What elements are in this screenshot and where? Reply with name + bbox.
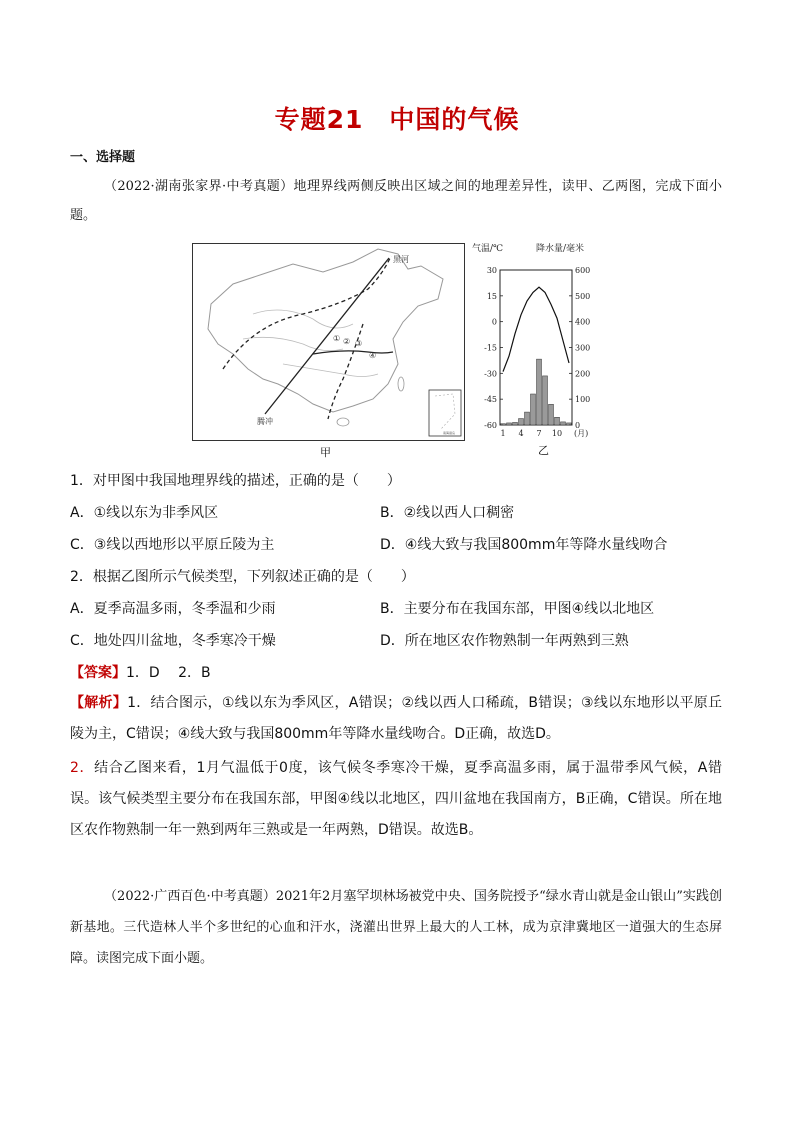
right-tick-label: 0 xyxy=(575,421,581,430)
precipitation-bar xyxy=(525,412,530,425)
q1-option-a[interactable]: A．①线以东为非季风区 xyxy=(70,505,219,521)
explanation-2-text: 结合乙图来看，1月气温低于0度，该气候冬季寒冷干燥，夏季高温多雨，属于温带季风气候，A错误。该气候类型主要分布在我国东部，甲图④线以北地区，四川盆地在我国南方，B正确，C错误。所在地区农作物熟制一年一熟到两年三熟或是一年两熟，D错误。故选B。 xyxy=(70,760,722,838)
x-tick-label: 10 xyxy=(551,429,563,438)
explanation-1 xyxy=(70,688,722,750)
section-title: 一、选择题 xyxy=(70,150,136,165)
south-sea-inset xyxy=(429,390,461,436)
left-tick-label: 30 xyxy=(486,266,497,275)
precipitation-bar xyxy=(507,423,512,425)
explanation-1-text: 1．结合图示，①线以东为季风区，A错误；②线以西人口稀疏，B错误；③线以东地形以平原丘陵为主，C错误；④线大致与我国800mm年等降水量线吻合。D正确，故选D。 xyxy=(70,695,723,742)
question-2-stem: 2．根据乙图所示气候类型，下列叙述正确的是（ ） xyxy=(70,569,415,585)
x-tick-label: 1 xyxy=(500,429,506,438)
precipitation-bar xyxy=(513,422,518,425)
right-tick-label: 200 xyxy=(575,369,591,379)
q1-option-d[interactable]: D．④线大致与我国800mm年等降水量线吻合 xyxy=(380,537,668,553)
line-mark-3: ③ xyxy=(355,339,363,348)
precipitation-bars xyxy=(501,359,572,425)
page-title xyxy=(0,100,794,136)
right-tick-label: 500 xyxy=(575,291,591,301)
q2-option-a[interactable]: A．夏季高温多雨，冬季温和少雨 xyxy=(70,601,276,617)
title-topic-number: 专题21 xyxy=(274,105,364,134)
place-label-heihe: 黑河 xyxy=(393,255,409,264)
left-tick-label: 15 xyxy=(486,291,497,301)
x-tick-label: 7 xyxy=(536,429,542,438)
right-tick-label: 600 xyxy=(575,266,591,275)
question-1-stem: 1．对甲图中我国地理界线的描述，正确的是（ ） xyxy=(70,473,401,489)
china-map-drawing xyxy=(193,244,464,440)
precipitation-bar xyxy=(519,419,524,425)
explanation-tag: 【解析】 xyxy=(70,695,128,711)
answer-line xyxy=(70,662,211,682)
q1-option-c[interactable]: C．③线以西地形以平原丘陵为主 xyxy=(70,537,275,553)
map-label: 甲 xyxy=(320,446,331,459)
x-axis-label: (月) xyxy=(574,429,589,438)
x-tick-label: 4 xyxy=(518,429,524,438)
right-tick-label: 100 xyxy=(575,395,591,405)
precipitation-bar xyxy=(561,422,566,425)
q2-option-b[interactable]: B．主要分布在我国东部，甲图④线以北地区 xyxy=(380,601,655,617)
left-tick-label: 0 xyxy=(491,317,497,327)
right-tick-label: 400 xyxy=(575,317,591,327)
title-topic-name: 中国的气候 xyxy=(389,105,520,134)
answer-text: 1．D 2．B xyxy=(126,665,211,681)
line-mark-2: ② xyxy=(343,337,351,346)
left-axis-label: 气温/℃ xyxy=(472,244,504,254)
q2-option-c[interactable]: C．地处四川盆地，冬季寒冷干燥 xyxy=(70,633,276,649)
left-tick-label: -60 xyxy=(484,421,497,430)
intro-paragraph-2: （2022·广西百色·中考真题）2021年2月塞罕坝林场被党中央、国务院授予“绿水青山就是金山银山”实践创新基地。三代造林人半个多世纪的心血和汗水，浇灌出世界上最大的人工林，成为京津冀地区一道强大的生态屏障。读图完成下面小题。 xyxy=(70,889,722,966)
explanation-2 xyxy=(70,753,722,846)
figure xyxy=(192,240,612,459)
answer-tag: 【答案】 xyxy=(70,665,126,681)
precipitation-bar xyxy=(543,376,548,425)
left-tick-label: -15 xyxy=(484,343,497,353)
intro-paragraph-1: （2022·湖南张家界·中考真题）地理界线两侧反映出区域之间的地理差异性，读甲、乙两图，完成下面小题。 xyxy=(70,179,722,223)
precipitation-bar xyxy=(555,417,560,425)
china-map xyxy=(192,243,465,441)
right-tick-label: 300 xyxy=(575,343,591,353)
hainan-island xyxy=(337,418,349,426)
temperature-line xyxy=(503,287,569,371)
explanation-2-number: 2． xyxy=(70,760,95,776)
place-label-nanhai: 南海诸岛 xyxy=(443,431,456,435)
place-label-tengchong: 腾冲 xyxy=(257,417,273,426)
precipitation-bar xyxy=(549,404,554,425)
right-axis-label: 降水量/毫米 xyxy=(536,244,585,254)
left-tick-label: -30 xyxy=(484,369,497,379)
line-mark-4: ④ xyxy=(369,351,377,360)
precipitation-bar xyxy=(531,394,536,425)
left-tick-label: -45 xyxy=(484,395,497,405)
climate-chart xyxy=(470,240,612,456)
precipitation-bar xyxy=(537,359,542,425)
line-mark-1: ① xyxy=(333,334,341,343)
taiwan-island xyxy=(398,377,404,391)
q2-option-d[interactable]: D．所在地区农作物熟制一年两熟到三熟 xyxy=(380,633,629,649)
temperature-curve xyxy=(503,287,569,371)
q1-option-b[interactable]: B．②线以西人口稠密 xyxy=(380,505,515,521)
chart-label: 乙 xyxy=(538,444,549,457)
